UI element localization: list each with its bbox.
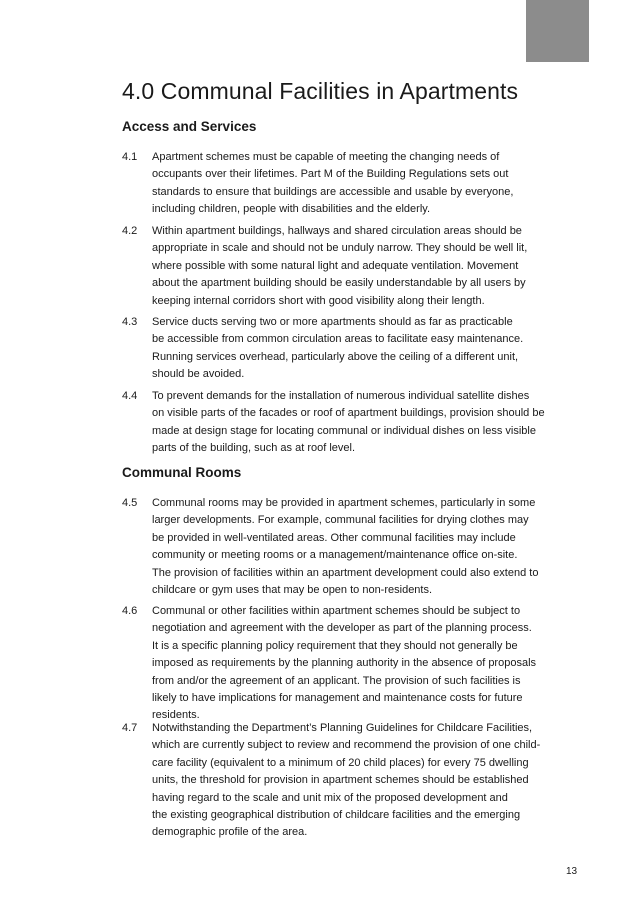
paragraph-line: should be avoided. bbox=[152, 368, 245, 381]
paragraph-line: including children, people with disabilities and the elderly. bbox=[152, 203, 431, 216]
paragraph-line: be provided in well-ventilated areas. Other communal facilities may include bbox=[152, 531, 516, 544]
paragraph-text bbox=[152, 603, 592, 725]
paragraph-4-5 bbox=[122, 495, 592, 599]
paragraph-number: 4.3 bbox=[122, 316, 138, 328]
paragraph-line: imposed as requirements by the planning authority in the absence of proposals bbox=[152, 657, 537, 670]
paragraph-number: 4.2 bbox=[122, 225, 138, 237]
paragraph-line: about the apartment building should be easily understandable by all users by bbox=[152, 277, 526, 290]
paragraph-4-3 bbox=[122, 314, 592, 384]
paragraph-line: negotiation and agreement with the developer as part of the planning process. bbox=[152, 622, 532, 635]
paragraph-line: larger developments. For example, communal facilities for drying clothes may bbox=[152, 514, 529, 527]
section-heading-access-services: Access and Services bbox=[122, 119, 257, 134]
paragraph-line: community or meeting rooms or a management/maintenance office on-site. bbox=[152, 549, 518, 562]
paragraph-line: care facility (equivalent to a minimum of 20 child places) for every 75 dwelling bbox=[152, 756, 529, 769]
paragraph-number: 4.4 bbox=[122, 390, 138, 402]
paragraph-line: Notwithstanding the Department’s Planning Guidelines for Childcare Facilities, bbox=[152, 722, 533, 734]
paragraph-line: Running services overhead, particularly above the ceiling of a different unit, bbox=[152, 350, 519, 363]
paragraph-4-4 bbox=[122, 388, 592, 458]
paragraph-line: from and/or the agreement of an applicant. The provision of such facilities is bbox=[152, 674, 521, 687]
paragraph-number: 4.1 bbox=[122, 151, 138, 163]
paragraph-line: demographic profile of the area. bbox=[152, 826, 308, 839]
paragraph-line: To prevent demands for the installation of numerous individual satellite dishes bbox=[152, 390, 530, 402]
corner-tab-decoration bbox=[526, 0, 589, 62]
paragraph-line: made at design stage for locating communal or individual dishes on less visible bbox=[152, 424, 536, 437]
paragraph-line: be accessible from common circulation areas to facilitate easy maintenance. bbox=[152, 333, 524, 346]
paragraph-text bbox=[152, 720, 592, 842]
paragraph-line: keeping internal corridors short with good visibility along their length. bbox=[152, 294, 485, 307]
paragraph-line: The provision of facilities within an apartment development could also extend to bbox=[152, 566, 539, 579]
paragraph-line: It is a specific planning policy requirement that they should not generally be bbox=[152, 639, 518, 652]
paragraph-line: where possible with some natural light and adequate ventilation. Movement bbox=[152, 259, 519, 272]
paragraph-number: 4.6 bbox=[122, 605, 138, 617]
paragraph-line: Within apartment buildings, hallways and shared circulation areas should be bbox=[152, 225, 522, 237]
page-title: 4.0 Communal Facilities in Apartments bbox=[122, 78, 519, 104]
paragraph-line: residents. bbox=[152, 709, 200, 722]
paragraph-text bbox=[152, 223, 592, 310]
section-heading-communal-rooms: Communal Rooms bbox=[122, 465, 242, 480]
paragraph-line: Service ducts serving two or more apartments should as far as practicable bbox=[152, 316, 513, 328]
paragraph-number: 4.7 bbox=[122, 722, 138, 734]
paragraph-text bbox=[152, 149, 592, 219]
paragraph-text bbox=[152, 388, 592, 458]
paragraph-number: 4.5 bbox=[122, 497, 138, 509]
paragraph-line: likely to have implications for management and maintenance costs for future bbox=[152, 692, 523, 705]
page-number: 13 bbox=[566, 866, 578, 877]
paragraph-line: childcare or gym uses that may be open to non-residents. bbox=[152, 584, 433, 597]
paragraph-text bbox=[152, 314, 592, 384]
paragraph-line: standards to ensure that buildings are accessible and usable by everyone, bbox=[152, 185, 514, 198]
paragraph-line: the existing geographical distribution of childcare facilities and the emerging bbox=[152, 809, 521, 822]
paragraph-4-6 bbox=[122, 603, 592, 725]
paragraph-line: Communal rooms may be provided in apartment schemes, particularly in some bbox=[152, 497, 536, 509]
paragraph-line: on visible parts of the facades or roof of apartment buildings, provision should be bbox=[152, 407, 545, 420]
paragraph-4-1 bbox=[122, 149, 592, 219]
paragraph-line: units, the threshold for provision in apartment schemes should be established bbox=[152, 774, 529, 787]
paragraph-line: Apartment schemes must be capable of meeting the changing needs of bbox=[152, 151, 500, 163]
paragraph-line: which are currently subject to review and recommend the provision of one child- bbox=[152, 739, 541, 752]
paragraph-4-2 bbox=[122, 223, 592, 310]
paragraph-line: parts of the building, such as at roof level. bbox=[152, 442, 356, 455]
paragraph-line: appropriate in scale and should not be unduly narrow. They should be well lit, bbox=[152, 242, 528, 255]
paragraph-4-7 bbox=[122, 720, 592, 842]
paragraph-line: having regard to the scale and unit mix of the proposed development and bbox=[152, 791, 508, 804]
paragraph-text bbox=[152, 495, 592, 599]
paragraph-line: occupants over their lifetimes. Part M of the Building Regulations sets out bbox=[152, 168, 509, 181]
paragraph-line: Communal or other facilities within apartment schemes should be subject to bbox=[152, 605, 521, 617]
